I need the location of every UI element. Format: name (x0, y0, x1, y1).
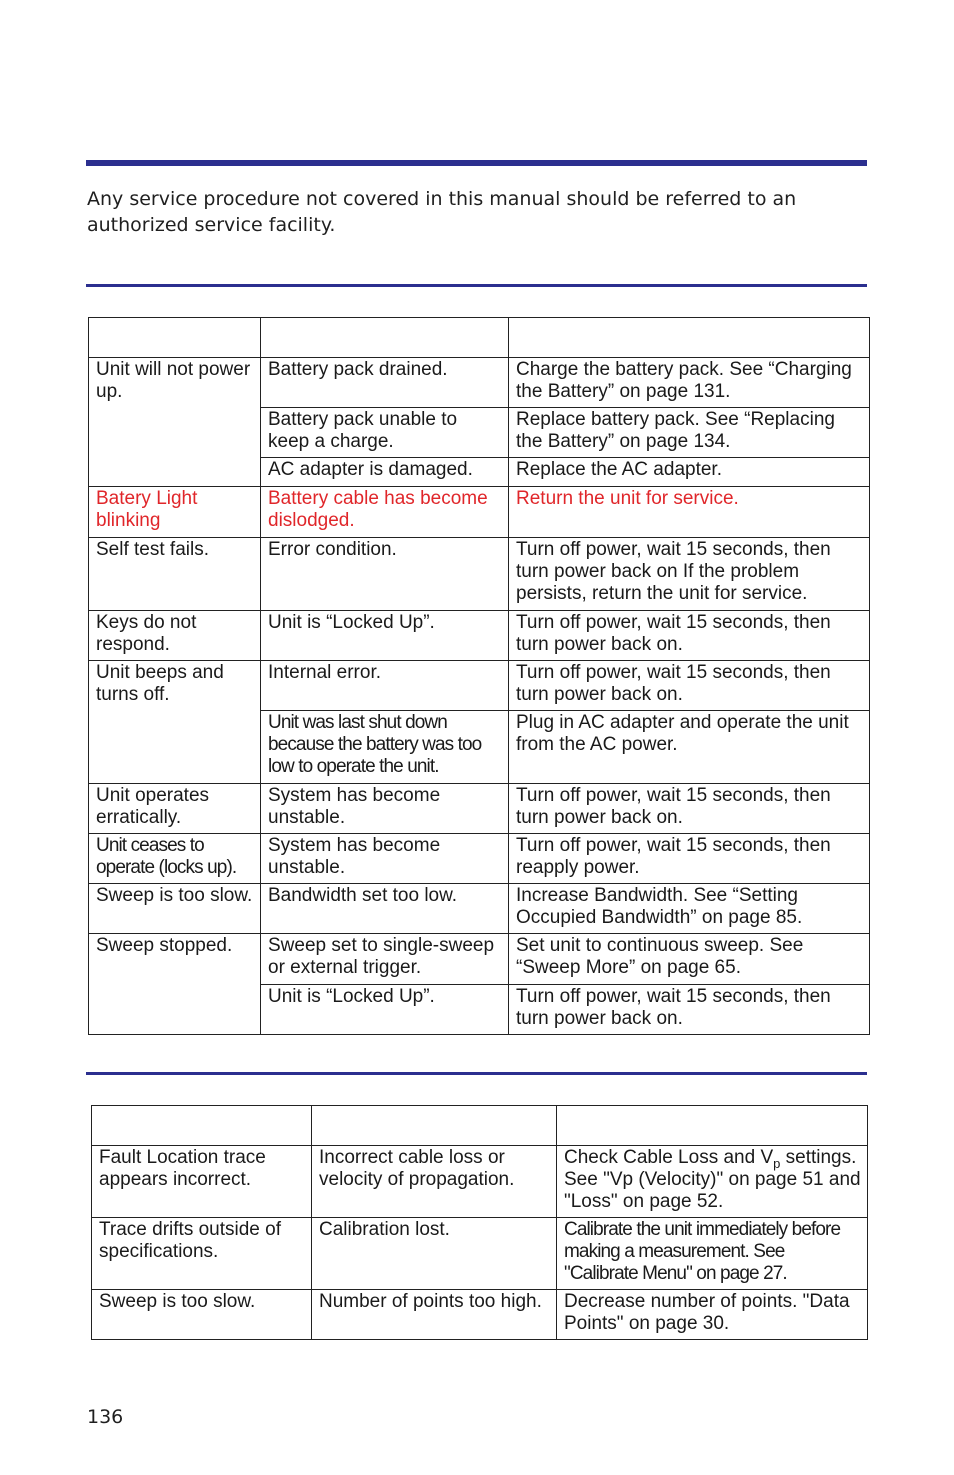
symptom-cell: Self test fails. (89, 538, 261, 611)
table-header-row (89, 318, 870, 358)
remedy-cell: Turn off power, wait 15 seconds, then turn power back on. (509, 784, 870, 834)
table-row (89, 784, 870, 834)
cause-cell: Battery pack drained. (261, 358, 509, 408)
header-cell (89, 318, 261, 358)
cause-cell: Sweep set to single-sweep or external trigger. (261, 934, 509, 985)
remedy-text: settings. See "Vp (Velocity)" on page 51 and "Loss" on page 52. (564, 1147, 861, 1212)
remedy-text: Check Cable Loss and V (564, 1147, 774, 1168)
remedy-cell: Charge the battery pack. See “Charging the Battery” on page 131. (509, 358, 870, 408)
symptom-cell: Unit ceases to operate (locks up). (89, 834, 261, 884)
table-header-row (92, 1106, 868, 1146)
table-row (89, 661, 870, 711)
remedy-cell: Replace battery pack. See “Replacing the Battery” on page 134. (509, 408, 870, 458)
cause-cell: Number of points too high. (312, 1290, 557, 1340)
cause-cell: Bandwidth set too low. (261, 884, 509, 934)
remedy-cell: Plug in AC adapter and operate the unit from the AC power. (509, 711, 870, 784)
header-rule (86, 160, 867, 166)
table-row (92, 1218, 868, 1290)
table-row (92, 1146, 868, 1218)
cause-cell: Battery pack unable to keep a charge. (261, 408, 509, 458)
header-cell (312, 1106, 557, 1146)
remedy-cell: Replace the AC adapter. (509, 458, 870, 487)
section-rule-2 (86, 1072, 867, 1075)
intro-paragraph: Any service procedure not covered in this manual should be referred to an authorized service facility. (87, 188, 797, 236)
table-row (89, 358, 870, 408)
table-row (92, 1290, 868, 1340)
cause-cell: Battery cable has become dislodged. (261, 487, 509, 538)
header-cell (509, 318, 870, 358)
fault-location-table (91, 1105, 868, 1340)
cause-cell: Unit was last shut down because the battery was too low to operate the unit. (261, 711, 509, 784)
symptom-cell: Trace drifts outside of specifications. (92, 1218, 312, 1290)
symptom-cell: Unit will not power up. (89, 358, 261, 487)
table-row (89, 487, 870, 538)
symptom-cell: Unit beeps and turns off. (89, 661, 261, 784)
symptom-cell: Sweep is too slow. (89, 884, 261, 934)
cause-cell: Calibration lost. (312, 1218, 557, 1290)
remedy-cell: Turn off power, wait 15 seconds, then turn power back on. (509, 611, 870, 661)
cause-cell: Internal error. (261, 661, 509, 711)
page-number: 136 (87, 1406, 124, 1428)
header-cell (261, 318, 509, 358)
symptom-cell: Batery Light blinking (89, 487, 261, 538)
cause-cell: Unit is “Locked Up”. (261, 611, 509, 661)
cause-cell: Unit is “Locked Up”. (261, 985, 509, 1035)
header-cell (557, 1106, 868, 1146)
cause-cell: AC adapter is damaged. (261, 458, 509, 487)
remedy-cell: Turn off power, wait 15 seconds, then reapply power. (509, 834, 870, 884)
cause-cell: System has become unstable. (261, 784, 509, 834)
remedy-subscript: p (773, 1156, 781, 1171)
table-row (89, 834, 870, 884)
cause-cell: Error condition. (261, 538, 509, 611)
cause-cell: Incorrect cable loss or velocity of propagation. (312, 1146, 557, 1218)
cause-cell: System has become unstable. (261, 834, 509, 884)
remedy-cell: Turn off power, wait 15 seconds, then turn power back on. (509, 985, 870, 1035)
remedy-cell: Turn off power, wait 15 seconds, then turn power back on If the problem persists, return the unit for service. (509, 538, 870, 611)
table-row (89, 611, 870, 661)
symptom-cell: Sweep stopped. (89, 934, 261, 1035)
section-rule-1 (86, 284, 867, 287)
troubleshooting-table (88, 317, 870, 1035)
symptom-cell: Keys do not respond. (89, 611, 261, 661)
symptom-cell: Fault Location trace appears incorrect. (92, 1146, 312, 1218)
symptom-cell: Sweep is too slow. (92, 1290, 312, 1340)
remedy-cell: Increase Bandwidth. See “Setting Occupied Bandwidth” on page 85. (509, 884, 870, 934)
remedy-cell: Return the unit for service. (509, 487, 870, 538)
remedy-cell: Turn off power, wait 15 seconds, then turn power back on. (509, 661, 870, 711)
remedy-cell: Set unit to continuous sweep. See “Sweep More” on page 65. (509, 934, 870, 985)
remedy-cell (557, 1146, 868, 1218)
remedy-cell: Calibrate the unit immediately before making a measurement. See "Calibrate Menu" on page 27. (557, 1218, 868, 1290)
table-row (89, 538, 870, 611)
header-cell (92, 1106, 312, 1146)
table-row (89, 884, 870, 934)
remedy-cell: Decrease number of points. "Data Points" on page 30. (557, 1290, 868, 1340)
table-row (89, 934, 870, 985)
symptom-cell: Unit operates erratically. (89, 784, 261, 834)
